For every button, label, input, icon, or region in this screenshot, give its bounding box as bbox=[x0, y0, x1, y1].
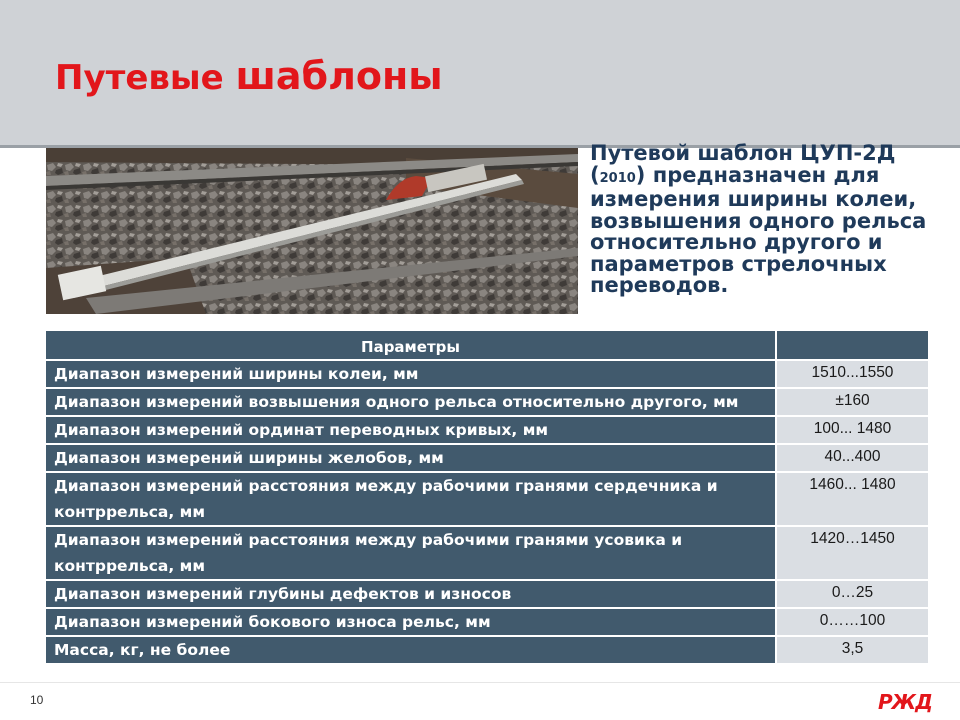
table-row bbox=[46, 608, 928, 636]
value-cell: 1510...1550 bbox=[776, 360, 928, 388]
table-row bbox=[46, 636, 928, 664]
table-row bbox=[46, 580, 928, 608]
description-suffix: ) предназначен для измерения ширины колеи, возвышения одного рельса относительно другого и параметров стрелочных переводов. bbox=[590, 162, 927, 297]
value-cell: 1420…1450 bbox=[776, 526, 928, 580]
table-row bbox=[46, 526, 928, 580]
page-number: 10 bbox=[30, 693, 44, 707]
param-cell: Диапазон измерений бокового износа рельс, мм bbox=[46, 608, 776, 636]
footer-divider bbox=[0, 682, 960, 683]
header-parameters: Параметры bbox=[46, 331, 776, 360]
track-gauge-photo bbox=[46, 148, 578, 314]
table-row bbox=[46, 444, 928, 472]
rzd-logo: РЖД bbox=[878, 690, 932, 714]
parameters-table bbox=[46, 331, 928, 665]
table-row bbox=[46, 360, 928, 388]
param-cell: Диапазон измерений ширины желобов, мм bbox=[46, 444, 776, 472]
description-year: 2010 bbox=[599, 170, 636, 186]
table-row bbox=[46, 416, 928, 444]
value-cell: 100... 1480 bbox=[776, 416, 928, 444]
header-values bbox=[776, 331, 928, 360]
param-cell: Диапазон измерений ширины колеи, мм bbox=[46, 360, 776, 388]
table-row bbox=[46, 472, 928, 526]
value-cell: 3,5 bbox=[776, 636, 928, 664]
value-cell: 40...400 bbox=[776, 444, 928, 472]
param-cell: Масса, кг, не более bbox=[46, 636, 776, 664]
param-cell: Диапазон измерений возвышения одного рельса относительно другого, мм bbox=[46, 388, 776, 416]
value-cell: ±160 bbox=[776, 388, 928, 416]
param-cell: Диапазон измерений глубины дефектов и износов bbox=[46, 580, 776, 608]
page-title-part2: шаблоны bbox=[235, 54, 443, 98]
table-row bbox=[46, 388, 928, 416]
value-cell: 1460... 1480 bbox=[776, 472, 928, 526]
table-header-row bbox=[46, 331, 928, 360]
param-cell: Диапазон измерений ординат переводных кривых, мм bbox=[46, 416, 776, 444]
value-cell: 0……100 bbox=[776, 608, 928, 636]
page-title bbox=[55, 54, 443, 98]
param-cell: Диапазон измерений расстояния между рабочими гранями сердечника и контррельса, мм bbox=[46, 472, 776, 526]
gauge-description bbox=[590, 143, 940, 297]
param-cell: Диапазон измерений расстояния между рабочими гранями усовика и контррельса, мм bbox=[46, 526, 776, 580]
page-title-part1: Путевые bbox=[55, 58, 236, 98]
value-cell: 0…25 bbox=[776, 580, 928, 608]
description-prefix: Путевой шаблон ЦУП-2Д ( bbox=[590, 141, 896, 187]
